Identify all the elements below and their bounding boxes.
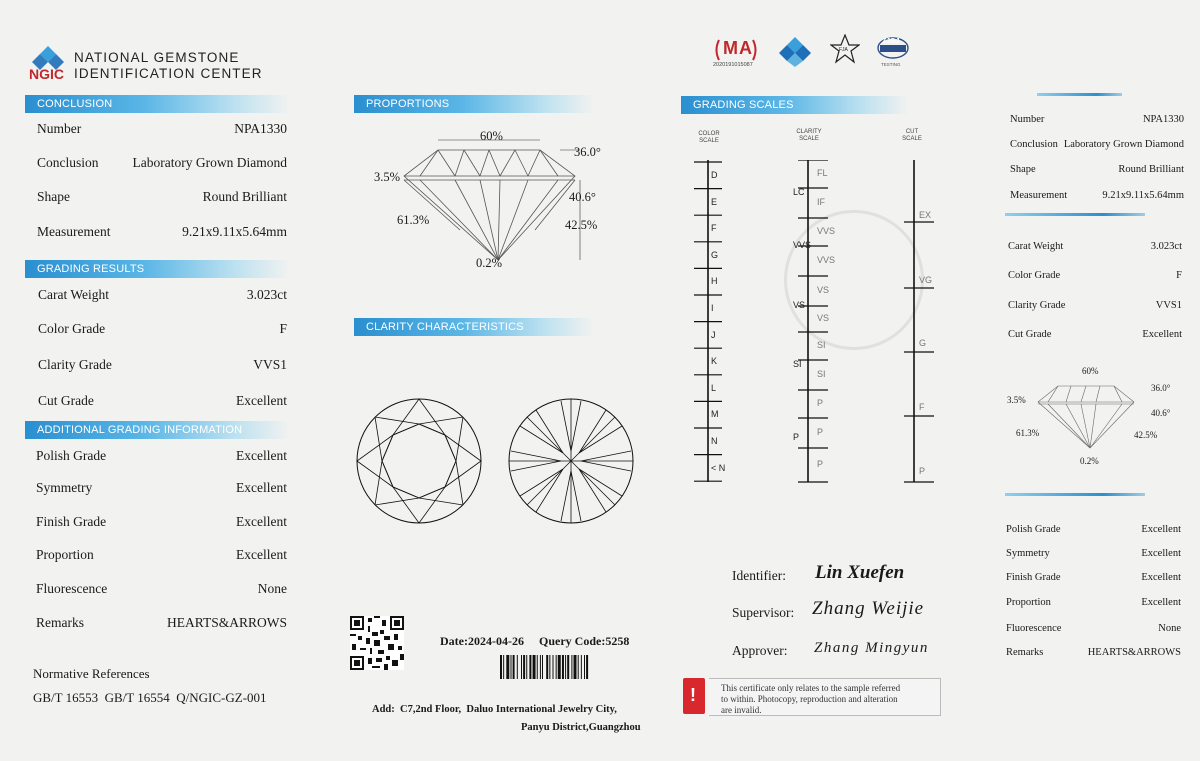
field-value: 9.21x9.11x5.64mm — [1102, 190, 1184, 201]
scale-label: VG — [919, 275, 933, 285]
scale-label: VVS — [793, 240, 812, 250]
scale-label: I — [711, 303, 714, 313]
field-value: Excellent — [1141, 597, 1181, 608]
section-grading-scales: GRADING SCALES — [681, 96, 909, 114]
field-label: Remarks — [36, 615, 84, 630]
barcode-bar — [546, 655, 548, 679]
scale-label: N — [711, 436, 718, 446]
field-label: Finish Grade — [1006, 572, 1061, 583]
approver-signature: Zhang Mingyun — [814, 640, 929, 656]
field-value: NPA1330 — [234, 121, 287, 136]
scale-label: P — [817, 427, 824, 437]
scale-lines — [690, 160, 940, 490]
barcode-bar — [521, 655, 522, 679]
scale-label: VS — [793, 300, 806, 310]
field-value: Excellent — [1142, 329, 1182, 340]
scale-label: K — [711, 356, 718, 367]
field-row — [38, 321, 287, 337]
summary-prop-total-depth: 61.3% — [1016, 428, 1040, 438]
summary-prop-pavilion-angle: 40.6° — [1151, 408, 1171, 418]
field-label: Number — [1010, 114, 1045, 125]
barcode-bar — [556, 655, 557, 679]
field-label: Color Grade — [1008, 270, 1061, 281]
scale-label: G — [919, 338, 927, 348]
ma-logo — [713, 38, 759, 64]
pavilion-plot-diagram — [506, 396, 636, 526]
warning-icon-mark: ! — [690, 685, 696, 705]
field-row — [37, 224, 287, 240]
fja-text: FJA — [839, 47, 848, 53]
field-label: Measurement — [37, 224, 111, 239]
scale-label: VS — [817, 285, 830, 295]
field-value: F — [279, 321, 287, 336]
barcode-bar — [523, 655, 525, 679]
barcode-bar — [503, 655, 504, 679]
field-row — [38, 393, 287, 409]
field-row — [36, 448, 287, 464]
section-clarity-characteristics: CLARITY CHARACTERISTICS — [354, 318, 594, 336]
prop-pavilion-angle: 40.6° — [569, 190, 596, 204]
prop-table: 60% — [480, 129, 503, 143]
field-row — [1008, 270, 1182, 286]
barcode-bar — [533, 655, 536, 679]
supervisor-signature: Zhang Weijie — [812, 598, 925, 619]
field-value: F — [1176, 270, 1182, 281]
crown-plot-diagram — [354, 396, 484, 526]
field-value: Laboratory Grown Diamond — [1063, 139, 1184, 150]
field-label: Carat Weight — [1008, 241, 1064, 252]
scale-label: M — [711, 409, 719, 420]
field-label: Conclusion — [1010, 139, 1058, 150]
field-value: Excellent — [236, 547, 287, 562]
barcode-bar — [517, 655, 518, 679]
query-code: Query Code:5258 — [539, 634, 630, 648]
approver-label: Approver: — [732, 643, 788, 658]
ma-text: MA — [723, 38, 753, 58]
summary-proportion-diagram — [1036, 376, 1146, 456]
summary-prop-table: 60% — [1082, 366, 1099, 376]
scale-label: P — [919, 466, 926, 476]
barcode-bar — [574, 655, 577, 679]
field-row — [1006, 548, 1181, 564]
prop-total-depth: 61.3% — [397, 213, 430, 227]
field-row — [1008, 329, 1182, 345]
scale-label: VVS — [817, 255, 836, 265]
field-label: Cut Grade — [38, 393, 94, 408]
field-value: VVS1 — [1155, 300, 1182, 311]
scale-label: < N — [711, 462, 726, 473]
field-value: HEARTS&ARROWS — [167, 615, 287, 630]
field-row — [36, 547, 287, 563]
section-proportions: PROPORTIONS — [354, 95, 594, 113]
field-value: Excellent — [1141, 572, 1181, 583]
scale-label: F — [919, 402, 925, 412]
field-value: 3.023ct — [246, 287, 287, 302]
barcode-bar — [578, 655, 579, 679]
field-row — [1006, 597, 1181, 613]
field-value: Round Brilliant — [1118, 164, 1184, 175]
scale-label: LC — [793, 187, 805, 197]
barcode-bar — [540, 655, 541, 679]
scale-label: SI — [793, 359, 802, 369]
field-value: Excellent — [236, 448, 287, 463]
notice-line3: are invalid. — [721, 705, 762, 715]
scale-label: J — [711, 329, 716, 340]
barcode-bar — [500, 655, 502, 679]
notice-line1: This certificate only relates to the sample referred — [721, 683, 901, 693]
scale-label: FL — [817, 168, 828, 178]
field-row — [1006, 572, 1181, 588]
field-label: Shape — [37, 189, 70, 204]
barcode-bar — [549, 655, 550, 679]
field-value: None — [257, 581, 287, 596]
field-label: Proportion — [36, 547, 94, 562]
field-row — [38, 357, 287, 373]
field-label: Shape — [1010, 164, 1036, 175]
barcode-bar — [584, 655, 585, 679]
field-label: Measurement — [1010, 190, 1068, 201]
field-value: 3.023ct — [1150, 241, 1182, 252]
field-label: Number — [37, 121, 82, 136]
field-row — [36, 514, 287, 530]
field-value: Excellent — [236, 393, 287, 408]
field-label: Fluorescence — [1006, 623, 1062, 634]
ma-number: 2020191015087 — [713, 62, 753, 68]
barcode-bar — [565, 655, 566, 679]
scale-label: P — [817, 398, 824, 408]
field-label: Fluorescence — [36, 581, 108, 596]
field-value: Round Brilliant — [202, 189, 287, 204]
scale-label: P — [793, 432, 800, 442]
prop-pavilion-depth: 42.5% — [565, 218, 598, 232]
summary-prop-crown-angle: 36.0° — [1151, 383, 1171, 393]
field-value: Excellent — [236, 480, 287, 495]
field-value: NPA1330 — [1142, 114, 1184, 125]
barcode-bar — [567, 655, 569, 679]
field-row — [1010, 114, 1184, 130]
issue-date: Date:2024-04-26 — [440, 634, 524, 648]
field-row — [37, 155, 287, 171]
field-label: Color Grade — [38, 321, 106, 336]
section-conclusion: CONCLUSION — [25, 95, 290, 113]
barcode-bar — [529, 655, 531, 679]
summary-prop-crown-height: 3.5% — [1007, 395, 1026, 405]
address-line2: Panyu District,Guangzhou — [521, 722, 641, 733]
field-row — [36, 581, 287, 597]
field-row — [1006, 647, 1181, 663]
barcode-bar — [581, 655, 582, 679]
barcode-bar — [571, 655, 572, 679]
field-label: Symmetry — [36, 480, 93, 495]
identifier-signature: Lin Xuefen — [815, 562, 905, 583]
notice-line2: to within. Photocopy, reproduction and alteration — [721, 694, 898, 704]
supervisor-label: Supervisor: — [732, 605, 795, 620]
field-label: Clarity Grade — [1008, 300, 1066, 311]
field-value: VVS1 — [253, 357, 287, 372]
field-label: Remarks — [1006, 647, 1044, 658]
field-value: Laboratory Grown Diamond — [132, 155, 287, 170]
normative-title: Normative References — [33, 666, 150, 681]
field-label: Symmetry — [1006, 548, 1050, 559]
field-row — [1010, 190, 1184, 206]
field-label: Carat Weight — [38, 287, 110, 302]
summary-divider-2 — [1005, 213, 1145, 216]
field-value: None — [1158, 623, 1181, 634]
field-row — [1008, 241, 1182, 257]
field-value: Excellent — [236, 514, 287, 529]
field-row — [1010, 164, 1184, 180]
scale-label: VS — [817, 313, 830, 323]
ngic-badge-icon — [778, 36, 812, 68]
barcode-bar — [511, 655, 512, 679]
field-row — [36, 615, 287, 631]
barcode-bar — [558, 655, 561, 679]
scale-label: G — [711, 249, 719, 260]
clarity-scale-title: CLARITY SCALE — [796, 129, 822, 142]
field-label: Clarity Grade — [38, 357, 112, 372]
field-label: Proportion — [1006, 597, 1051, 608]
field-row — [36, 480, 287, 496]
field-label: Polish Grade — [36, 448, 107, 463]
barcode-bar — [562, 655, 564, 679]
field-row — [37, 189, 287, 205]
warning-icon — [683, 678, 705, 714]
org-name-line2: IDENTIFICATION CENTER — [74, 66, 263, 81]
scale-label: SI — [817, 340, 826, 350]
field-row — [1006, 623, 1181, 639]
barcode-bar — [506, 655, 509, 679]
summary-prop-culet: 0.2% — [1080, 456, 1099, 466]
normative-text: GB/T 16553 GB/T 16554 Q/NGIC-GZ-001 — [33, 690, 267, 705]
scale-label: EX — [919, 210, 932, 220]
barcode-bar — [537, 655, 538, 679]
scale-label: P — [817, 459, 824, 469]
summary-prop-pavilion-depth: 42.5% — [1134, 430, 1158, 440]
scale-label: H — [711, 276, 718, 287]
scale-label: F — [711, 223, 717, 234]
field-label: Conclusion — [37, 155, 99, 170]
prop-culet: 0.2% — [476, 256, 503, 270]
scale-label: SI — [817, 369, 826, 379]
org-abbr: NGIC — [29, 66, 64, 82]
cut-scale-title: CUT SCALE — [902, 129, 922, 142]
field-row — [38, 287, 287, 303]
field-value: Excellent — [1141, 548, 1181, 559]
scale-label: IF — [817, 197, 825, 207]
color-scale-title: COLOR SCALE — [698, 131, 720, 144]
field-value: 9.21x9.11x5.64mm — [182, 224, 287, 239]
scale-label: E — [711, 196, 718, 207]
qr-code — [350, 616, 404, 670]
barcode-bar — [542, 655, 543, 679]
barcode-bar — [586, 655, 588, 679]
prop-crown-height: 3.5% — [374, 170, 401, 184]
field-row — [1006, 524, 1181, 540]
org-name-line1: NATIONAL GEMSTONE — [74, 50, 240, 65]
field-label: Finish Grade — [36, 514, 107, 529]
field-row — [37, 121, 287, 137]
scale-label: L — [711, 382, 717, 393]
testing-text: TESTING — [881, 62, 901, 67]
field-row — [1008, 300, 1182, 316]
field-label: Cut Grade — [1008, 329, 1052, 340]
address-line1: Add: C7,2nd Floor, Daluo International Jewelry City, — [372, 704, 617, 715]
scale-label: VVS — [817, 226, 836, 236]
identifier-label: Identifier: — [732, 568, 786, 583]
barcode — [500, 655, 630, 679]
summary-divider-top — [1037, 93, 1122, 96]
barcode-bar — [513, 655, 515, 679]
field-value: HEARTS&ARROWS — [1087, 647, 1181, 658]
scale-label: D — [711, 170, 718, 180]
summary-divider-3 — [1005, 493, 1145, 496]
barcode-bar — [526, 655, 527, 679]
barcode-bar — [553, 655, 554, 679]
section-additional: ADDITIONAL GRADING INFORMATION — [25, 421, 290, 439]
field-label: Polish Grade — [1006, 524, 1061, 535]
field-row — [1010, 139, 1184, 155]
field-value: Excellent — [1141, 524, 1181, 535]
prop-crown-angle: 36.0° — [574, 145, 601, 159]
zjgj-text: ZJGJ — [882, 38, 900, 45]
section-grading-results: GRADING RESULTS — [25, 260, 290, 278]
